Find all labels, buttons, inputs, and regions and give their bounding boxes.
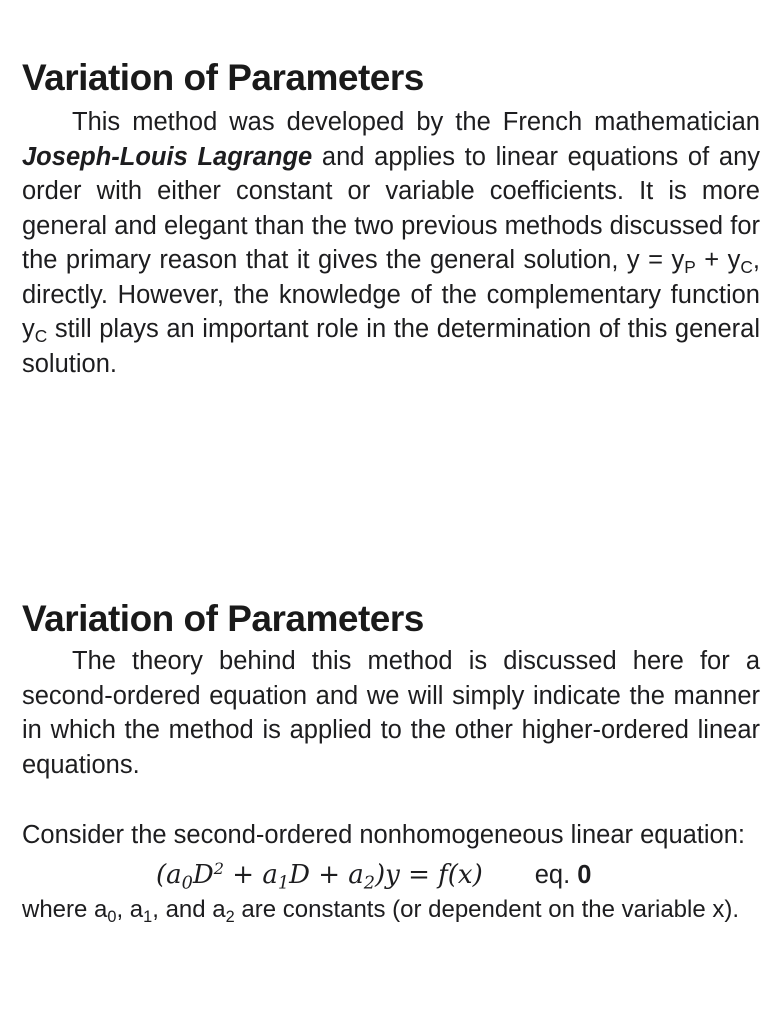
subscript: C — [740, 257, 753, 278]
text-segment: , and a — [152, 895, 226, 923]
text-segment: + y — [695, 246, 741, 274]
eq-label-text: eq. — [534, 860, 571, 889]
section-heading: Variation of Parameters — [22, 57, 424, 98]
eq-subscript: 2 — [363, 872, 376, 893]
text-segment: , directly. However, the knowledge of the complementary function y — [22, 246, 760, 343]
text-segment: and applies to linear equations of any order with either constant or variable coefficients. It is more general and elegant than the two previous methods discussed for the primary reason that it gives the general solution, y = y — [22, 142, 760, 274]
equation-label — [535, 861, 592, 889]
consider-paragraph: Consider the second-ordered nonhomogeneous linear equation: — [22, 821, 746, 849]
eq-part: (a — [156, 859, 182, 890]
where-clause — [22, 895, 760, 925]
eq-part: D + a — [289, 859, 364, 890]
eq-superscript: 2 — [213, 858, 225, 878]
eq-part: D — [192, 859, 214, 890]
eq-part: + a — [224, 859, 278, 890]
section-heading: Variation of Parameters — [22, 598, 424, 639]
section-theory — [22, 596, 760, 925]
eq-subscript: 1 — [277, 872, 290, 893]
differential-equation — [22, 855, 760, 895]
text-segment: where a — [22, 895, 108, 923]
text-segment: This method was developed by the French mathematician — [72, 108, 760, 136]
author-name: Joseph-Louis Lagrange — [22, 142, 313, 171]
text-segment: are constants (or dependent on the variable x). — [234, 895, 740, 923]
subscript: P — [684, 257, 696, 278]
intro-paragraph — [22, 105, 760, 381]
eq-subscript: 0 — [181, 872, 193, 893]
subscript: 1 — [143, 907, 153, 926]
theory-paragraph: The theory behind this method is discussed here for a second-ordered equation and we will simply indicate the manner in which the method is applied to the other higher-ordered linear equations. — [22, 647, 760, 779]
text-segment: , a — [116, 895, 144, 923]
subscript: 0 — [107, 907, 117, 926]
subscript: C — [34, 326, 48, 347]
eq-part: )y = f(x) — [375, 859, 483, 890]
section-lagrange-intro — [22, 55, 760, 381]
subscript: 2 — [225, 907, 235, 926]
text-segment: still plays an important role in the determination of this general solution. — [22, 315, 760, 378]
eq-label-number: 0 — [577, 860, 592, 889]
